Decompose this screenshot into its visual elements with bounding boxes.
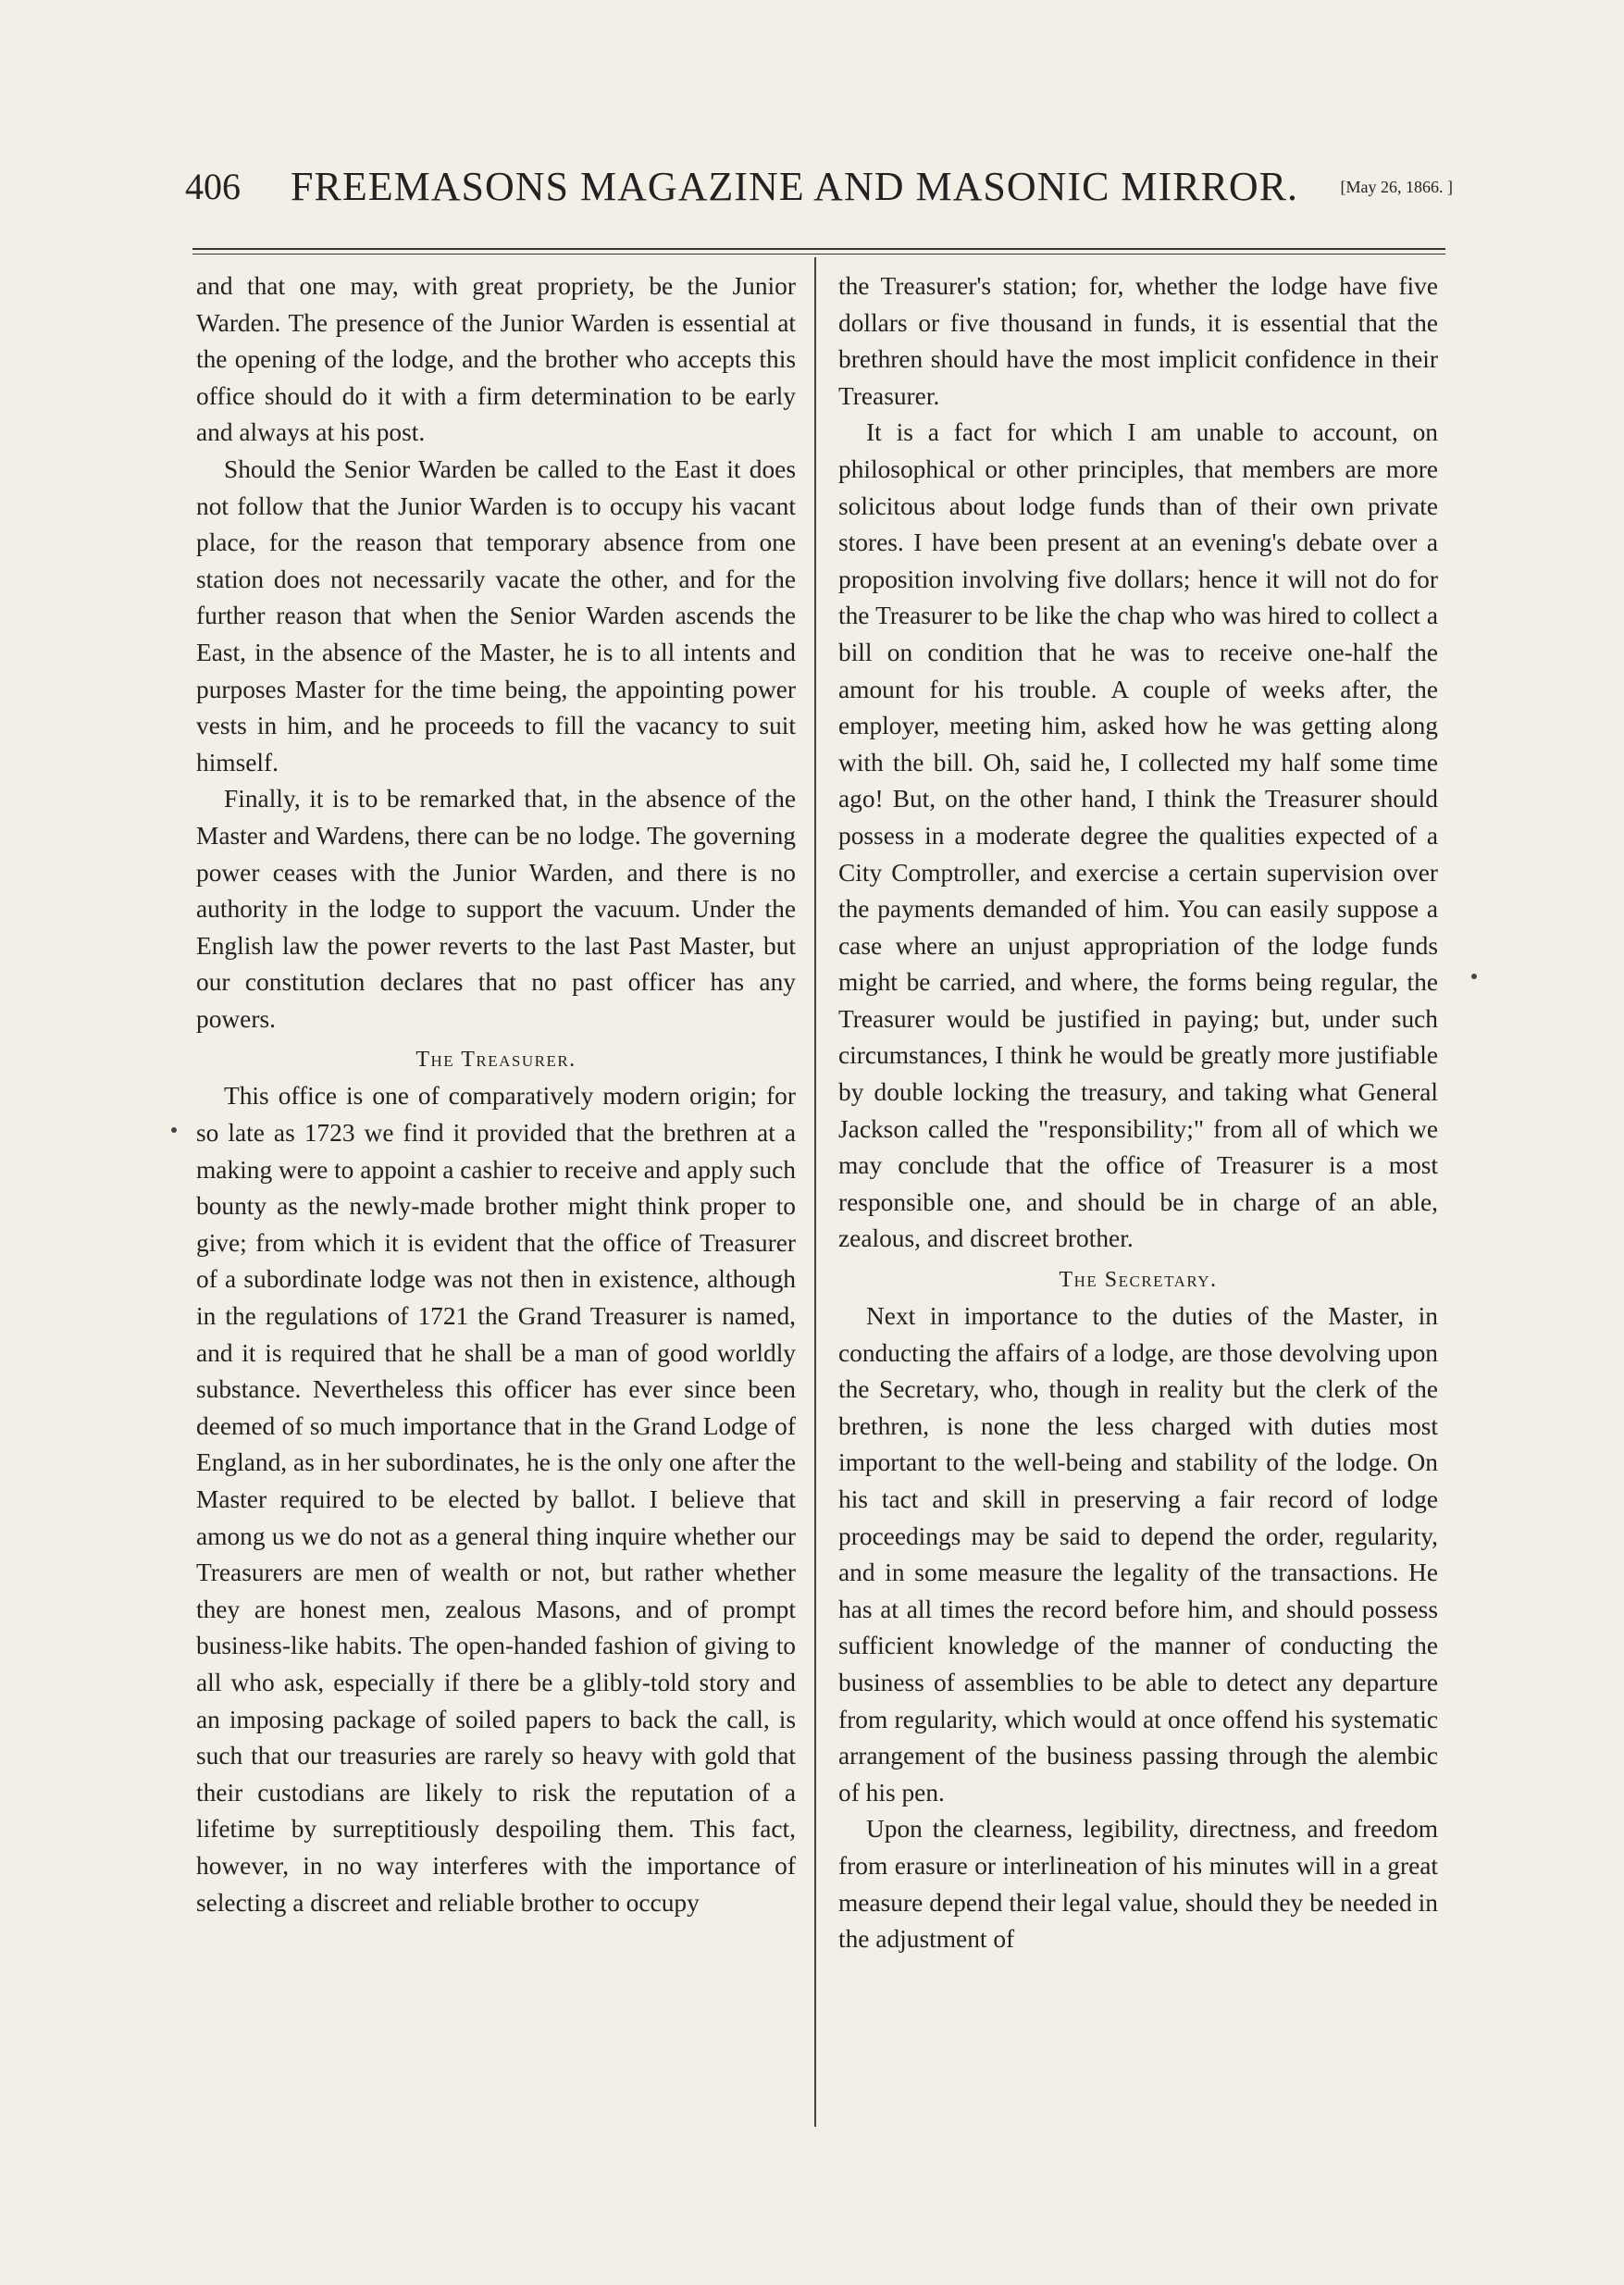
paragraph: This office is one of comparatively modern origin; for so late as 1723 we find it provided that the brethren at a making were to appoint a cashier to receive and apply such bounty as the newly-made brother might think proper to give; from which it is evident that the office of Treasurer of a subordinate lodge was not then in existence, although in the regulations of 1721 the Grand Treasurer is named, and it is required that he shall be a man of good worldly substance. Nevertheless this officer has ever since been deemed of so much importance that in the Grand Lodge of England, as in her subordinates, he is the only one after the Master required to be elected by ballot. I believe that among us we do not as a general thing inquire whether our Treasurers are men of wealth or not, but rather whether they are honest men, zealous Masons, and of prompt business-like habits. The open-handed fashion of giving to all who ask, especially if there be a glibly-told story and an imposing package of soiled papers to back the call, is such that our treasuries are rarely so heavy with gold that their custodians are likely to risk the reputation of a lifetime by surreptitiously despoiling them. This fact, however, in no way interferes with the importance of selecting a discreet and reliable brother to occupy (196, 1082, 796, 1917)
paragraph: It is a fact for which I am unable to account, on philosophical or other principles, that members are more solicitous about lodge funds than of their own private stores. I have been present at an evening's debate over a proposition involving five dollars; hence it will not do for the Treasurer to be like the chap who was hired to collect a bill on condition that he was to receive one-half the amount for his trouble. A couple of weeks after, the employer, meeting him, asked how he was getting along with the bill. Oh, said he, I collected my half some time ago! But, on the other hand, I think the Treasurer should possess in a moderate degree the qualities expected of a City Comptroller, and exercise a certain supervision over the payments demanded of him. You can easily suppose a case where an unjust appropriation of the lodge funds might be carried, and where, the forms being regular, the Treasurer would be justified in paying; but, under such circumstances, I think he would be greatly more justifiable by double locking the treasury, and taking what General Jackson called the "responsibility;" from all of which we may conclude that the office of Treasurer is a most responsible one, and should be in charge of an able, zealous, and discreet brother. (838, 418, 1438, 1253)
magazine-title: FREEMASONS MAGAZINE AND MASONIC MIRROR. (291, 164, 1299, 209)
section-heading-treasurer: The Treasurer. (415, 1048, 576, 1073)
header-rule-thin (192, 254, 1445, 255)
paragraph: and that one may, with great propriety, be the Junior Warden. The presence of the Junior Warden is essential at the opening of the lodge, and the brother who accepts this office should do it with a firm determination to be early and always at his post. (196, 272, 796, 447)
header-rule (192, 248, 1445, 250)
paragraph: Should the Senior Warden be called to the East it does not follow that the Junior Warden is to occupy his vacant place, for the reason that temporary absence from one station does not necessarily vacate the other, and for the further reason that when the Senior Warden ascends the East, in the absence of the Master, he is to all intents and purposes Master for the time being, the appointing power vests in him, and he proceeds to fill the vacancy to suit himself. (196, 454, 796, 776)
left-column (196, 268, 796, 1921)
column-divider (814, 257, 816, 2127)
right-column (838, 268, 1438, 1958)
section-heading-secretary: The Secretary. (1059, 1268, 1218, 1293)
page-number: 406 (185, 166, 241, 207)
paragraph: Finally, it is to be remarked that, in the absence of the Master and Wardens, there can be no lodge. The governing power ceases with the Junior Warden, and there is no authority in the lodge to support the vacuum. Under the English law the power reverts to the last Past Master, but our constitution declares that no past officer has any powers. (196, 785, 796, 1033)
paragraph: Upon the clearness, legibility, directness, and freedom from erasure or interlineation of his minutes will in a great measure depend their legal value, should they be needed in the adjustment of (838, 1815, 1438, 1954)
ink-speck (1471, 974, 1477, 979)
page-header (185, 165, 1453, 220)
paragraph: the Treasurer's station; for, whether the lodge have five dollars or five thousand in funds, it is essential that the brethren should have the most implicit confidence in their Treasurer. (838, 272, 1438, 410)
paragraph: Next in importance to the duties of the Master, in conducting the affairs of a lodge, are those devolving upon the Secretary, who, though in reality but the clerk of the brethren, is none the less charged with duties most important to the well-being and stability of the lodge. On his tact and skill in preserving a fair record of lodge proceedings may be said to depend the order, regularity, and in some measure the legality of the transactions. He has at all times the record before him, and should possess sufficient knowledge of the manner of conducting the business of assemblies to be able to detect any departure from regularity, which would at once offend his systematic arrangement of the business passing through the alembic of his pen. (838, 1302, 1438, 1807)
ink-speck (171, 1127, 177, 1133)
issue-date: [May 26, 1866. ] (1340, 178, 1453, 196)
